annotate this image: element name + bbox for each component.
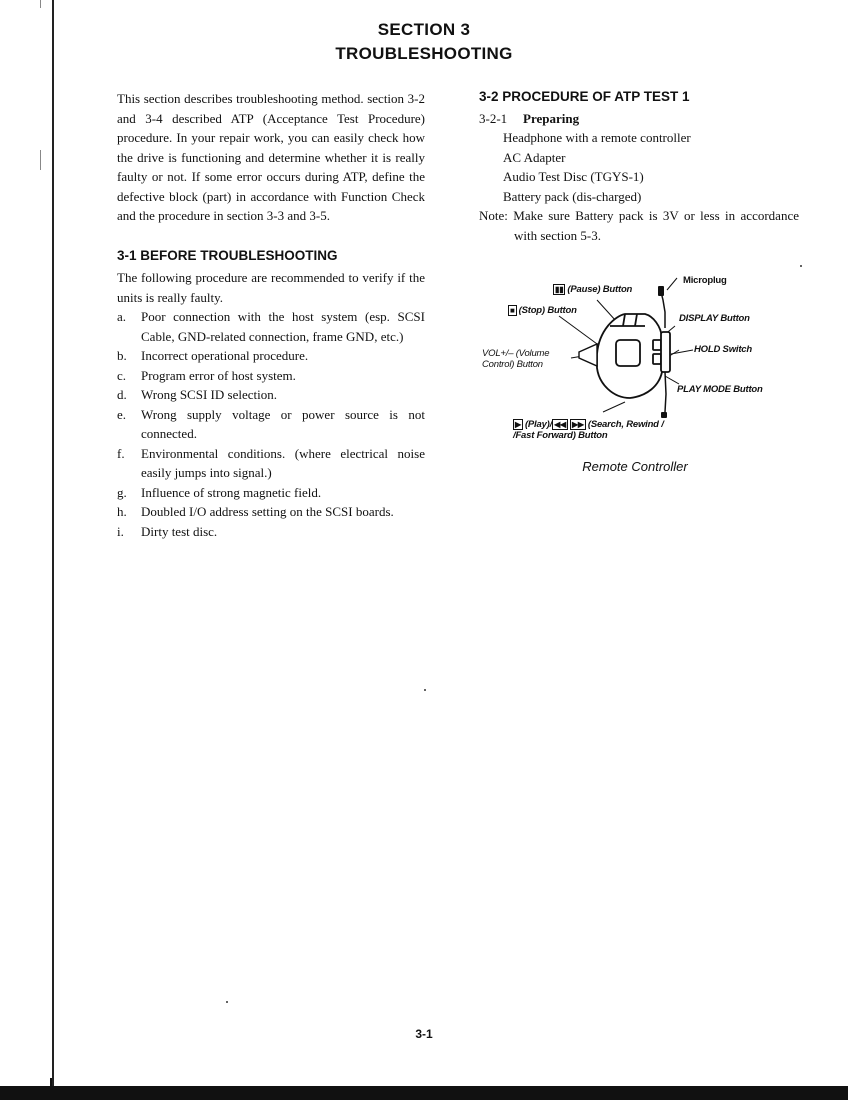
list-item — [117, 385, 425, 405]
item-text: Poor connection with the host system (esp. SCSI Cable, GND-related connection, frame GND, etc.) — [141, 309, 425, 344]
prep-item: AC Adapter — [503, 149, 566, 165]
scan-speck — [226, 1001, 228, 1003]
label-text: (Pause) Button — [567, 284, 633, 296]
list-item — [117, 522, 425, 542]
diagram-caption: Remote Controller — [582, 459, 688, 474]
section-3-1-lead: The following procedure are recommended to verify if the units is really faulty. — [117, 270, 425, 305]
label-text: Control) Button — [482, 359, 543, 370]
item-text: Wrong SCSI ID selection. — [141, 387, 277, 402]
item-marker: i. — [117, 523, 124, 539]
label-text: (Play)/ — [524, 419, 553, 431]
section-3-2-title: 3-2 PROCEDURE OF ATP TEST 1 — [479, 89, 690, 104]
item-marker: f. — [117, 445, 125, 461]
list-item — [117, 405, 425, 444]
prep-item: Headphone with a remote controller — [503, 130, 691, 145]
label-text: VOL+/– (Volume — [482, 348, 550, 359]
bottom-scan-border — [0, 1086, 848, 1100]
hold-switch-label: HOLD Switch — [694, 344, 752, 355]
subsection-number: 3-2-1 — [479, 110, 508, 126]
list-item — [117, 307, 425, 346]
volume-button-label — [482, 348, 549, 370]
list-item — [117, 444, 425, 483]
play-icon: ▶ — [515, 420, 521, 429]
section-3-1-title: 3-1 BEFORE TROUBLESHOOTING — [117, 247, 338, 263]
remote-controller-diagram — [475, 272, 795, 482]
prep-item: Battery pack (dis-charged) — [503, 188, 642, 204]
note-paragraph: Note: Make sure Battery pack is 3V or less in accordance with section 5-3. — [479, 208, 799, 243]
edge-mark — [40, 150, 41, 170]
rewind-icon: ◀◀ — [554, 420, 566, 429]
left-binding-edge — [0, 0, 54, 1100]
stop-icon: ■ — [510, 306, 515, 315]
edge-mark — [40, 0, 41, 8]
display-button-label: DISPLAY Button — [679, 313, 750, 324]
page-number: 3-1 — [415, 1027, 433, 1041]
list-item — [117, 346, 425, 366]
label-text: (Search, Rewind / — [587, 419, 664, 431]
right-column — [479, 87, 799, 245]
item-text: Dirty test disc. — [141, 523, 218, 539]
pause-button-label — [553, 284, 632, 295]
item-marker: d. — [117, 387, 127, 402]
item-text: Program error of host system. — [141, 367, 296, 383]
item-text: Environmental conditions. (where electrical noise easily jumps into signal.) — [141, 445, 425, 480]
item-marker: c. — [117, 367, 127, 383]
item-text: Incorrect operational procedure. — [141, 348, 309, 363]
intro-paragraph: This section describes troubleshooting method. section 3-2 and 3-4 described ATP (Acceptance Test Procedure) procedure. In your repair work, you can easily check how the drive is functioning and determine whether it is really faulty or not. If some error occurs during ATP, define the defective block (part) in accordance with Function Check and the procedure in section 3-3 and 3-5. — [117, 91, 425, 223]
scan-speck — [424, 689, 426, 691]
pause-icon: ▮▮ — [555, 285, 564, 294]
item-text: Wrong supply voltage or power source is not connected. — [141, 406, 425, 441]
checklist — [117, 307, 425, 541]
item-text: Doubled I/O address setting on the SCSI boards. — [141, 504, 394, 519]
item-marker: b. — [117, 348, 127, 363]
item-marker: a. — [117, 309, 127, 324]
item-text: Influence of strong magnetic field. — [141, 484, 322, 500]
section-heading: SECTION 3 — [377, 20, 471, 39]
list-item — [117, 502, 425, 522]
page-title: TROUBLESHOOTING — [335, 44, 513, 63]
play-search-button-label — [513, 419, 664, 441]
stop-button-label — [508, 305, 577, 316]
item-marker: g. — [117, 484, 127, 500]
prep-item: Audio Test Disc (TGYS-1) — [503, 169, 644, 184]
list-item — [117, 366, 425, 386]
subsection-title: Preparing — [523, 110, 580, 126]
scan-speck — [800, 265, 802, 267]
play-mode-button-label: PLAY MODE Button — [677, 384, 763, 395]
fast-forward-icon: ▶▶ — [571, 420, 584, 429]
label-text: /Fast Forward) Button — [513, 430, 608, 442]
item-marker: h. — [117, 504, 127, 519]
left-column — [117, 89, 425, 541]
list-item — [117, 483, 425, 503]
subsection-heading — [479, 109, 799, 129]
microplug-label: Microplug — [683, 275, 727, 286]
item-marker: e. — [117, 406, 127, 422]
label-text: (Stop) Button — [518, 305, 577, 317]
